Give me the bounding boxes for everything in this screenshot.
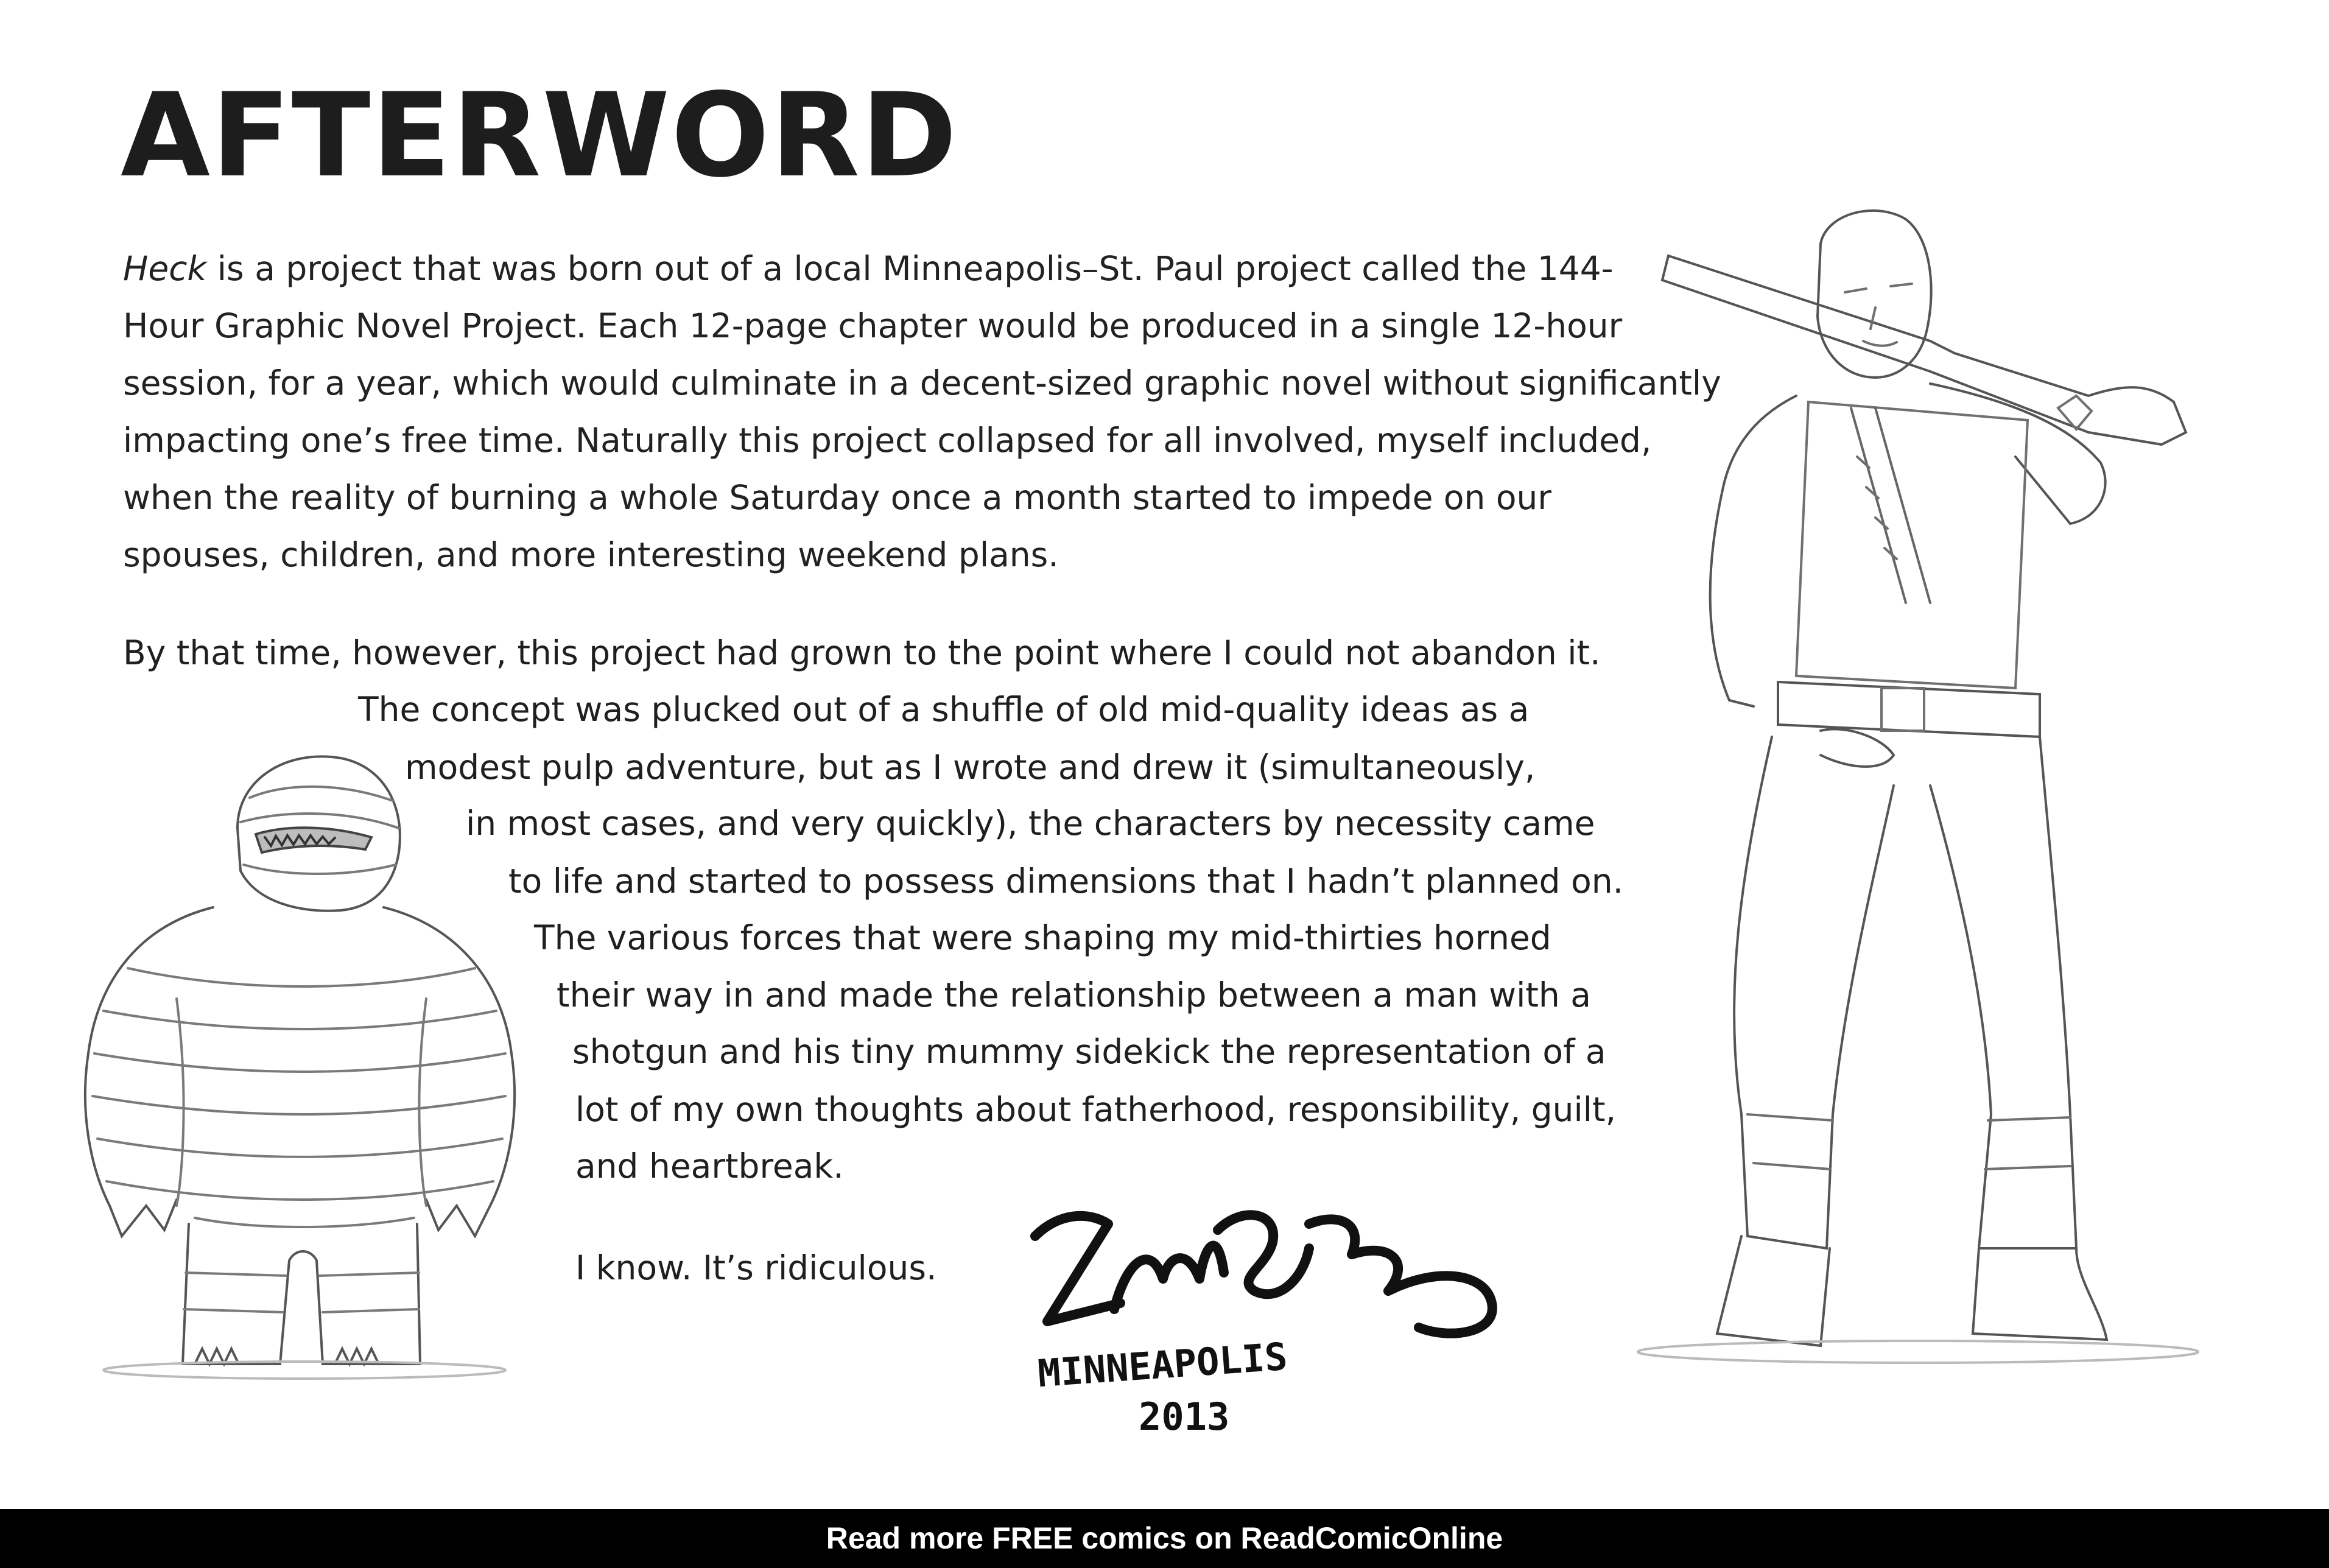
footer-banner[interactable]: Read more FREE comics on ReadComicOnline bbox=[0, 1509, 2329, 1568]
page-title: AFTERWORD bbox=[121, 68, 958, 203]
paragraph-1 bbox=[123, 240, 1721, 583]
paragraph-2-line: The various forces that were shaping my mid-thirties horned bbox=[534, 918, 1551, 957]
paragraph-2-line: their way in and made the relationship between a man with a bbox=[557, 976, 1591, 1014]
paragraph-1-line: when the reality of burning a whole Saturday once a month started to impede on our bbox=[123, 478, 1552, 517]
paragraph-1-line: spouses, children, and more interesting weekend plans. bbox=[123, 535, 1059, 574]
paragraph-2-line: lot of my own thoughts about fatherhood, responsibility, guilt, bbox=[575, 1090, 1617, 1129]
book-title: Heck bbox=[123, 249, 207, 288]
paragraph-1-line: Heck is a project that was born out of a local Minneapolis–St. Paul project called the 144- bbox=[123, 249, 1614, 288]
signature-year: 2013 bbox=[1139, 1394, 1230, 1439]
paragraph-2-line: shotgun and his tiny mummy sidekick the representation of a bbox=[572, 1032, 1606, 1071]
paragraph-2-line: in most cases, and very quickly), the characters by necessity came bbox=[466, 804, 1595, 843]
closing-line: I know. It’s ridiculous. bbox=[575, 1248, 937, 1287]
shotgun-hero-sketch-illustration bbox=[1589, 201, 2277, 1388]
paragraph-1-line: impacting one’s free time. Naturally this project collapsed for all involved, myself included, bbox=[123, 421, 1652, 460]
signature-scribble-icon bbox=[1023, 1187, 1510, 1346]
author-signature bbox=[1023, 1187, 1510, 1443]
paragraph-2-line: to life and started to possess dimensions that I hadn’t planned on. bbox=[508, 862, 1624, 901]
paragraph-1-line: Hour Graphic Novel Project. Each 12-page chapter would be produced in a single 12-hour bbox=[123, 306, 1623, 345]
paragraph-2-line: modest pulp adventure, but as I wrote and drew it (simultaneously, bbox=[405, 748, 1536, 787]
paragraph-2-line: By that time, however, this project had grown to the point where I could not abandon it. bbox=[123, 633, 1601, 672]
paragraph-2-line: The concept was plucked out of a shuffle of old mid-quality ideas as a bbox=[358, 690, 1530, 729]
paragraph-1-line: session, for a year, which would culminate in a decent-sized graphic novel without significantly bbox=[123, 364, 1721, 403]
signature-place: MINNEAPOLIS bbox=[1036, 1334, 1289, 1396]
mummy-sketch-illustration bbox=[55, 725, 542, 1394]
paragraph-2-line: and heartbreak. bbox=[575, 1147, 844, 1186]
